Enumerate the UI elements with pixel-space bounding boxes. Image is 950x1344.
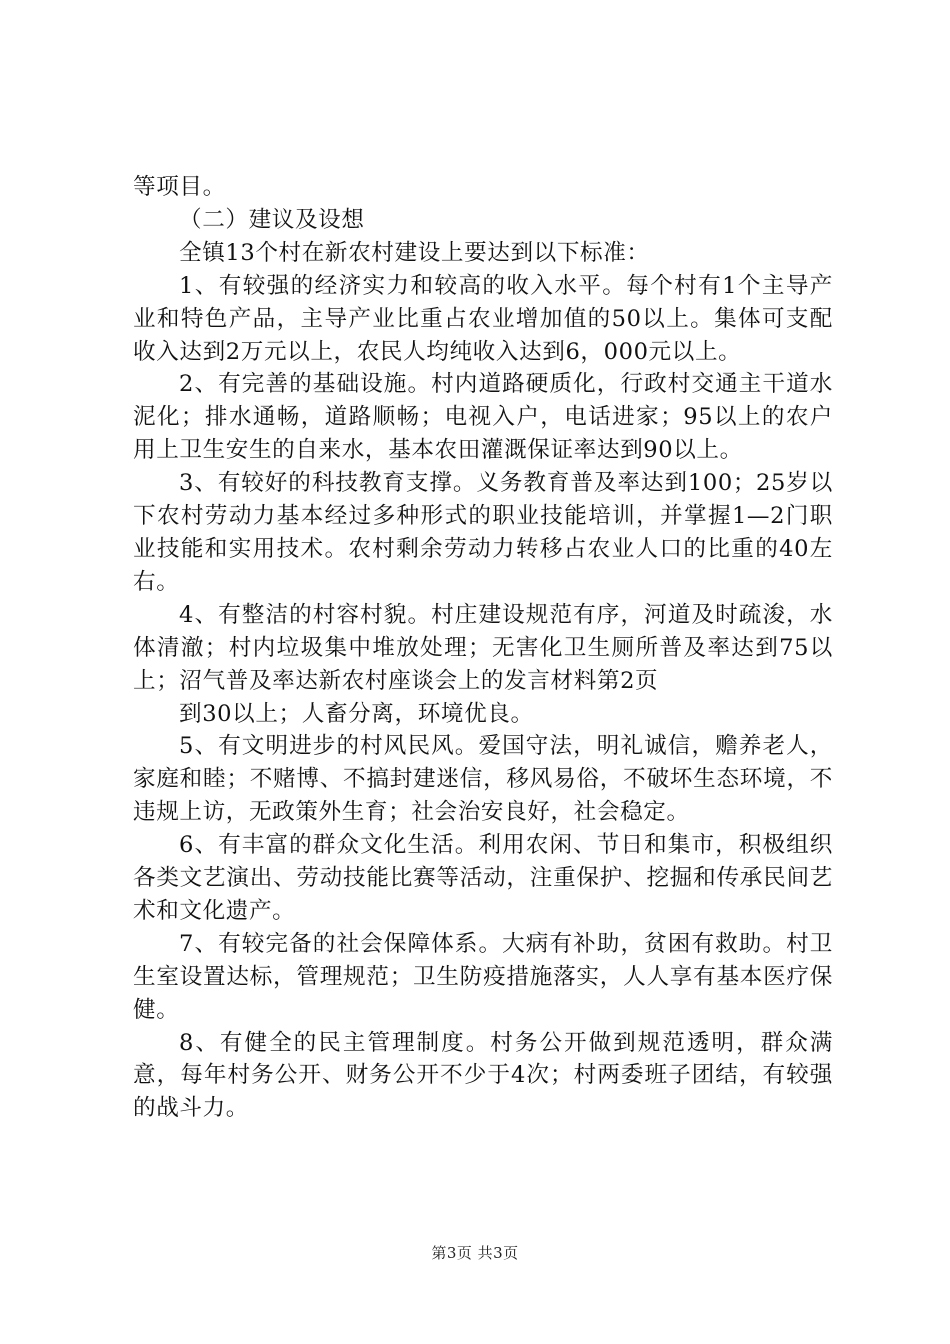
section-heading: （二）建议及设想 (179, 206, 365, 233)
paragraph-item-7: 7、有较完备的社会保障体系。大病有补助，贫困有救助。村卫生室设置达标，管理规范；卫生防疫措施落实，人人享有基本医疗保健。 (133, 930, 833, 1023)
paragraph-item-1: 1、有较强的经济实力和较高的收入水平。每个村有1个主导产业和特色产品，主导产业比重占农业增加值的50以上。集体可支配收入达到2万元以上，农民人均纯收入达到6，000元以上。 (133, 272, 833, 365)
document-body (133, 171, 833, 1125)
paragraph-intro: 全镇13个村在新农村建设上要达到以下标准： (179, 239, 650, 266)
paragraph-continuation: 等项目。 (133, 174, 226, 200)
paragraph-item-4: 4、有整洁的村容村貌。村庄建设规范有序，河道及时疏浚，水体清澈；村内垃圾集中堆放处理；无害化卫生厕所普及率达到75以上；沼气普及率达新农村座谈会上的发言材料第2页 (133, 601, 833, 694)
page-footer: 第3页 共3页 (431, 1244, 519, 1262)
paragraph-item-3: 3、有较好的科技教育支撑。义务教育普及率达到100；25岁以下农村劳动力基本经过多种形式的职业技能培训，并掌握1—2门职业技能和实用技术。农村剩余劳动力转移占农业人口的比重的40左右。 (133, 470, 833, 595)
paragraph-item-8: 8、有健全的民主管理制度。村务公开做到规范透明，群众满意，每年村务公开、财务公开不少于4次；村两委班子团结，有较强的战斗力。 (133, 1029, 833, 1122)
paragraph-item-4-continued: 到30以上；人畜分离，环境优良。 (179, 700, 534, 727)
paragraph-item-2: 2、有完善的基础设施。村内道路硬质化，行政村交通主干道水泥化；排水通畅，道路顺畅；电视入户，电话进家；95以上的农户用上卫生安生的自来水，基本农田灌溉保证率达到90以上。 (133, 371, 833, 464)
paragraph-item-6: 6、有丰富的群众文化生活。利用农闲、节日和集市，积极组织各类文艺演出、劳动技能比赛等活动，注重保护、挖掘和传承民间艺术和文化遗产。 (133, 832, 833, 924)
paragraph-item-5: 5、有文明进步的村风民风。爱国守法，明礼诚信，赡养老人，家庭和睦；不赌博、不搞封建迷信，移风易俗，不破坏生态环境，不违规上访，无政策外生育；社会治安良好，社会稳定。 (133, 733, 833, 826)
